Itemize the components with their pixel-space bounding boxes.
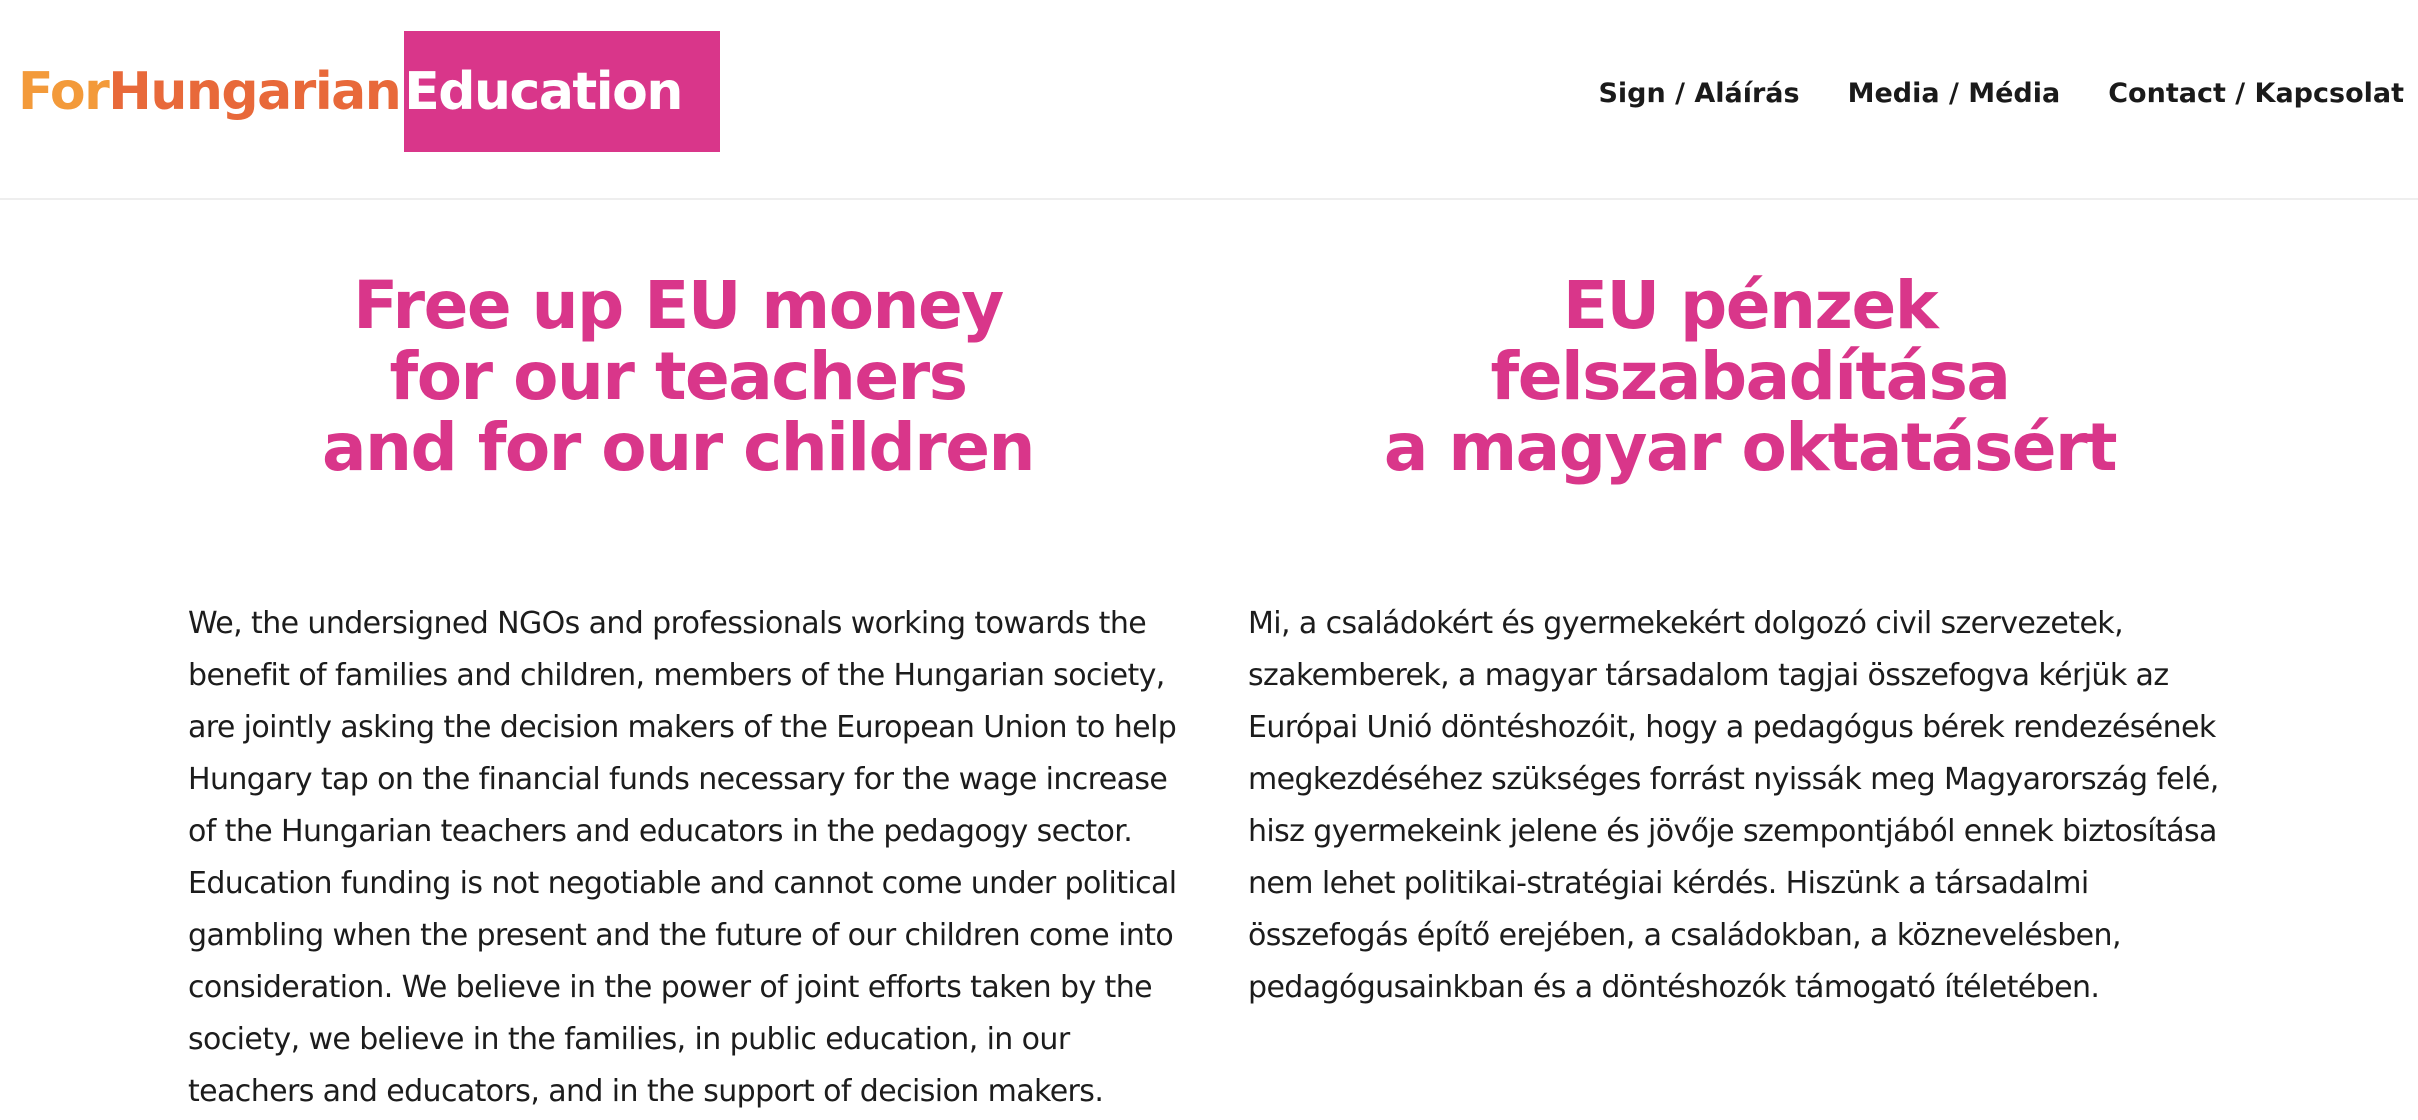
- hungarian-body-line: megkezdéséhez szükséges forrást nyissák meg Magyarország felé,: [1248, 762, 2219, 797]
- nav-link-sign[interactable]: Sign / Aláírás: [1598, 78, 1800, 109]
- english-body-line: consideration. We believe in the power of joint efforts taken by the: [188, 970, 1152, 1005]
- nav-link-contact[interactable]: Contact / Kapcsolat: [2108, 78, 2404, 109]
- site-logo[interactable]: [18, 31, 720, 152]
- english-body-line: society, we believe in the families, in public education, in our: [188, 1022, 1070, 1057]
- hungarian-heading-line: a magyar oktatásért: [1383, 409, 2117, 486]
- english-heading-line: and for our children: [321, 409, 1035, 486]
- logo-text-for: For: [18, 61, 109, 122]
- hungarian-body-line: hisz gyermekeink jelene és jövője szempontjából ennek biztosítása: [1248, 814, 2217, 849]
- hungarian-body: [1248, 598, 2268, 1014]
- english-body-line: Hungary tap on the financial funds necessary for the wage increase: [188, 762, 1168, 797]
- hungarian-body-line: pedagógusainkban és a döntéshozók támogató ítéletében.: [1248, 970, 2100, 1005]
- english-body-line: teachers and educators, and in the support of decision makers.: [188, 1074, 1104, 1109]
- english-heading-line: Free up EU money: [353, 267, 1003, 344]
- hungarian-body-line: Mi, a családokért és gyermekekért dolgozó civil szervezetek,: [1248, 606, 2124, 641]
- hungarian-heading-line: felszabadítása: [1490, 338, 2010, 415]
- hungarian-heading: [1240, 267, 2260, 486]
- english-body: [188, 598, 1208, 1118]
- english-body-line: benefit of families and children, members of the Hungarian society,: [188, 658, 1165, 693]
- english-body-line: of the Hungarian teachers and educators in the pedagogy sector.: [188, 814, 1133, 849]
- english-body-line: Education funding is not negotiable and cannot come under political: [188, 866, 1177, 901]
- nav-link-media[interactable]: Media / Média: [1847, 78, 2061, 109]
- logo-text-hungarian: Hungarian: [108, 61, 401, 122]
- hungarian-body-line: nem lehet politikai-stratégiai kérdés. Hiszünk a társadalmi: [1248, 866, 2089, 901]
- main-nav: [1598, 78, 2404, 109]
- hungarian-body-line: szakemberek, a magyar társadalom tagjai összefogva kérjük az: [1248, 658, 2169, 693]
- english-column: [188, 267, 1208, 1109]
- site-header: [0, 0, 2418, 200]
- english-heading-line: for our teachers: [389, 338, 967, 415]
- hungarian-body-line: összefogás építő erejében, a családokban, a köznevelésben,: [1248, 918, 2121, 953]
- logo-text-education: Education: [404, 61, 682, 122]
- hungarian-heading-line: EU pénzek: [1562, 267, 1938, 344]
- logo-education-box: [404, 31, 720, 152]
- english-heading: [168, 267, 1188, 486]
- hungarian-body-line: Európai Unió döntéshozóit, hogy a pedagógus bérek rendezésének: [1248, 710, 2216, 745]
- english-body-line: are jointly asking the decision makers of the European Union to help: [188, 710, 1177, 745]
- english-body-line: We, the undersigned NGOs and professionals working towards the: [188, 606, 1147, 641]
- hungarian-column: [1248, 267, 2268, 1005]
- english-body-line: gambling when the present and the future of our children come into: [188, 918, 1174, 953]
